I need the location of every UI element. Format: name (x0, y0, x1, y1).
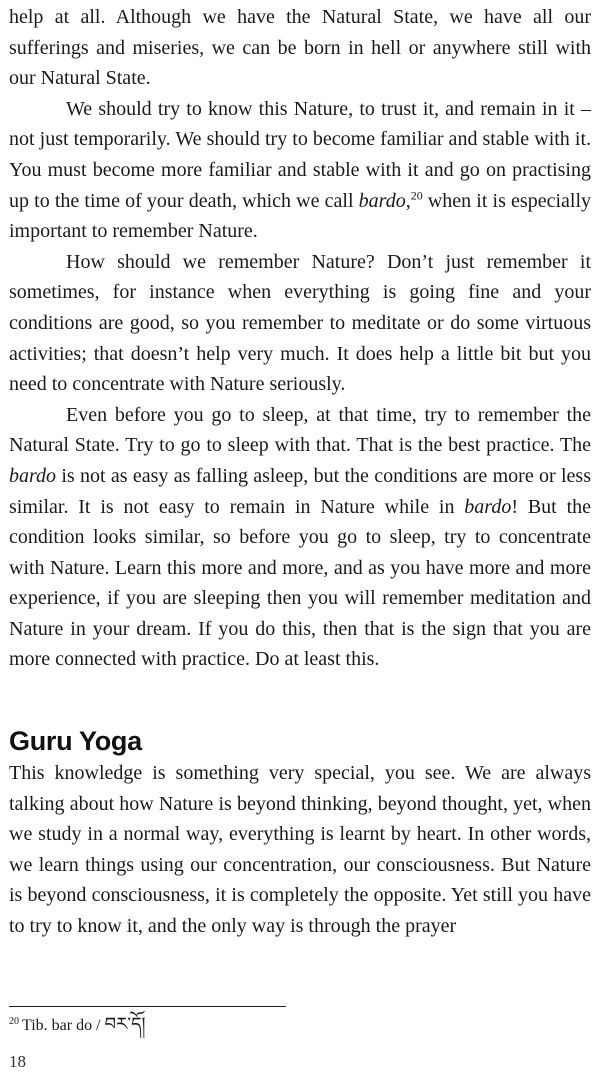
page-body (9, 0, 591, 942)
footnote-reference: 20 (410, 187, 423, 202)
footnote-text: Tib. bar do / (22, 1017, 105, 1034)
paragraph-3-text: How should we remember Nature? Don’t just remember it sometimes, for instance when everything is going fine and your conditions are good, so you remember to meditate or do some virtuous activities; that doesn’t help very much. It does help a little bit but you need to concentrate with Nature seriously. (9, 250, 591, 396)
paragraph-1-text: help at all. Although we have the Natural State, we have all our sufferings and miseries, we can be born in hell or anywhere still with our Natural State. (9, 6, 591, 90)
paragraph-3 (9, 247, 591, 400)
footnote-tibetan: བར་དོ། (104, 1014, 146, 1034)
paragraph-1 (9, 2, 591, 94)
footnote (9, 1014, 145, 1036)
section-paragraph-text: This knowledge is something very special, you see. We are always talking about how Nature is beyond thinking, beyond thought, yet, when we study in a normal way, everything is learnt by heart. In other words, we learn things using our concentration, our consciousness. But Nature is beyond consciousness, it is completely the opposite. Yet still you have to try to know it, and the only way is through the prayer (9, 762, 591, 938)
page-number: 18 (9, 1052, 26, 1071)
paragraph-2-text-start: We should try to know this Nature, to trust it, and remain in it – not just temporarily. We should try to become familiar and stable with it. You must become more familiar and stable with it and go on practising up to the time of your death, which we call (9, 97, 591, 212)
section-paragraph (9, 758, 591, 942)
term-bardo: bardo (9, 464, 57, 487)
term-bardo: bardo (464, 495, 512, 518)
footnote-number: 20 (9, 1015, 19, 1027)
paragraph-2 (9, 94, 591, 247)
footnote-divider (9, 1006, 286, 1007)
paragraph-2-text-end: when it is especially important to remember Nature. (9, 189, 592, 243)
paragraph-4-text-end: ! But the condition looks similar, so before you go to sleep, try to concentrate with Nature. Learn this more and more, and as you have more and more experience, if you are sleeping then you will remember meditation and Nature in your dream. If you do this, then that is the sign that you are more connected with practice. Do at least this. (9, 495, 591, 671)
paragraph-2-comma: , (405, 189, 411, 212)
paragraph-4-text-start: Even before you go to sleep, at that time, try to remember the Natural State. Try to go to sleep with that. That is the best practice. The (9, 403, 591, 457)
term-bardo: bardo (358, 189, 406, 212)
section-heading: Guru Yoga (9, 726, 142, 757)
paragraph-4-text-middle: is not as easy as falling asleep, but the conditions are more or less similar. It is not easy to remain in Nature while in (9, 464, 591, 518)
paragraph-4 (9, 400, 591, 675)
